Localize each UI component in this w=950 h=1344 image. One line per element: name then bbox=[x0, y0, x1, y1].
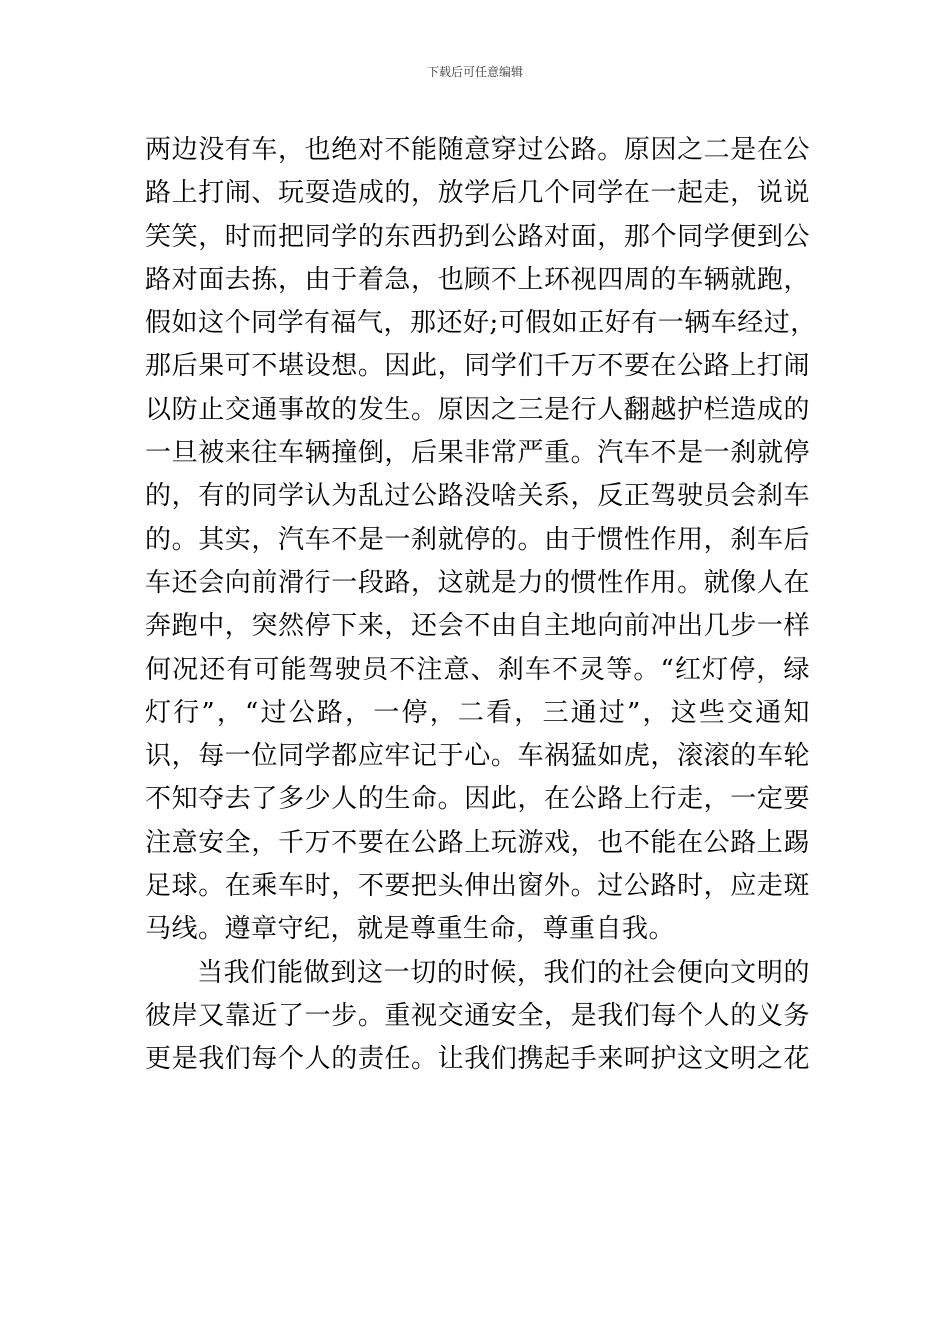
text-line: 假如这个同学有福气，那还好;可假如正好有一辆车经过， bbox=[145, 308, 817, 339]
text-line: 笑笑，时而把同学的东西扔到公路对面，那个同学便到公 bbox=[145, 221, 810, 252]
text-line: 识，每一位同学都应牢记于心。车祸猛如虎，滚滚的车轮 bbox=[145, 741, 810, 772]
paragraph bbox=[145, 952, 810, 1082]
paragraph bbox=[145, 129, 817, 952]
text-line: 以防止交通事故的发生。原因之三是行人翻越护栏造成的 bbox=[145, 394, 810, 425]
text-line: 路上打闹、玩耍造成的，放学后几个同学在一起走，说说 bbox=[145, 178, 810, 209]
text-line: 奔跑中，突然停下来，还会不由自主地向前冲出几步一样 bbox=[145, 611, 810, 642]
text-line: 足球。在乘车时，不要把头伸出窗外。过公路时，应走斑 bbox=[145, 871, 810, 902]
text-line: 彼岸又靠近了一步。重视交通安全，是我们每个人的义务 bbox=[145, 1000, 810, 1031]
text-line: 马线。遵章守纪，就是尊重生命，尊重自我。 bbox=[145, 914, 676, 945]
text-line: 注意安全，千万不要在公路上玩游戏，也不能在公路上踢 bbox=[145, 827, 810, 858]
page-header-note: 下载后可任意编辑 bbox=[426, 65, 523, 79]
text-line: 的。其实，汽车不是一刹就停的。由于惯性作用，刹车后 bbox=[145, 524, 810, 555]
text-line: 当我们能做到这一切的时候，我们的社会便向文明的 bbox=[197, 957, 810, 988]
text-line: 车还会向前滑行一段路，这就是力的惯性作用。就像人在 bbox=[145, 567, 810, 598]
text-line: 一旦被来往车辆撞倒，后果非常严重。汽车不是一刹就停 bbox=[145, 438, 810, 469]
text-line: 两边没有车，也绝对不能随意穿过公路。原因之二是在公 bbox=[145, 135, 810, 165]
document-body bbox=[145, 129, 817, 1082]
text-line: 的，有的同学认为乱过公路没啥关系，反正驾驶员会刹车 bbox=[145, 481, 810, 512]
text-line: 更是我们每个人的责任。让我们携起手来呵护这文明之花 bbox=[145, 1044, 810, 1075]
text-line: 何况还有可能驾驶员不注意、刹车不灵等。“红灯停，绿 bbox=[145, 654, 810, 685]
text-line: 灯行”，“过公路，一停，二看，三通过”，这些交通知 bbox=[145, 697, 810, 728]
text-line: 路对面去拣，由于着急，也顾不上环视四周的车辆就跑， bbox=[145, 264, 810, 295]
text-line: 不知夺去了多少人的生命。因此，在公路上行走，一定要 bbox=[145, 784, 810, 815]
text-line: 那后果可不堪设想。因此，同学们千万不要在公路上打闹 bbox=[145, 351, 810, 382]
